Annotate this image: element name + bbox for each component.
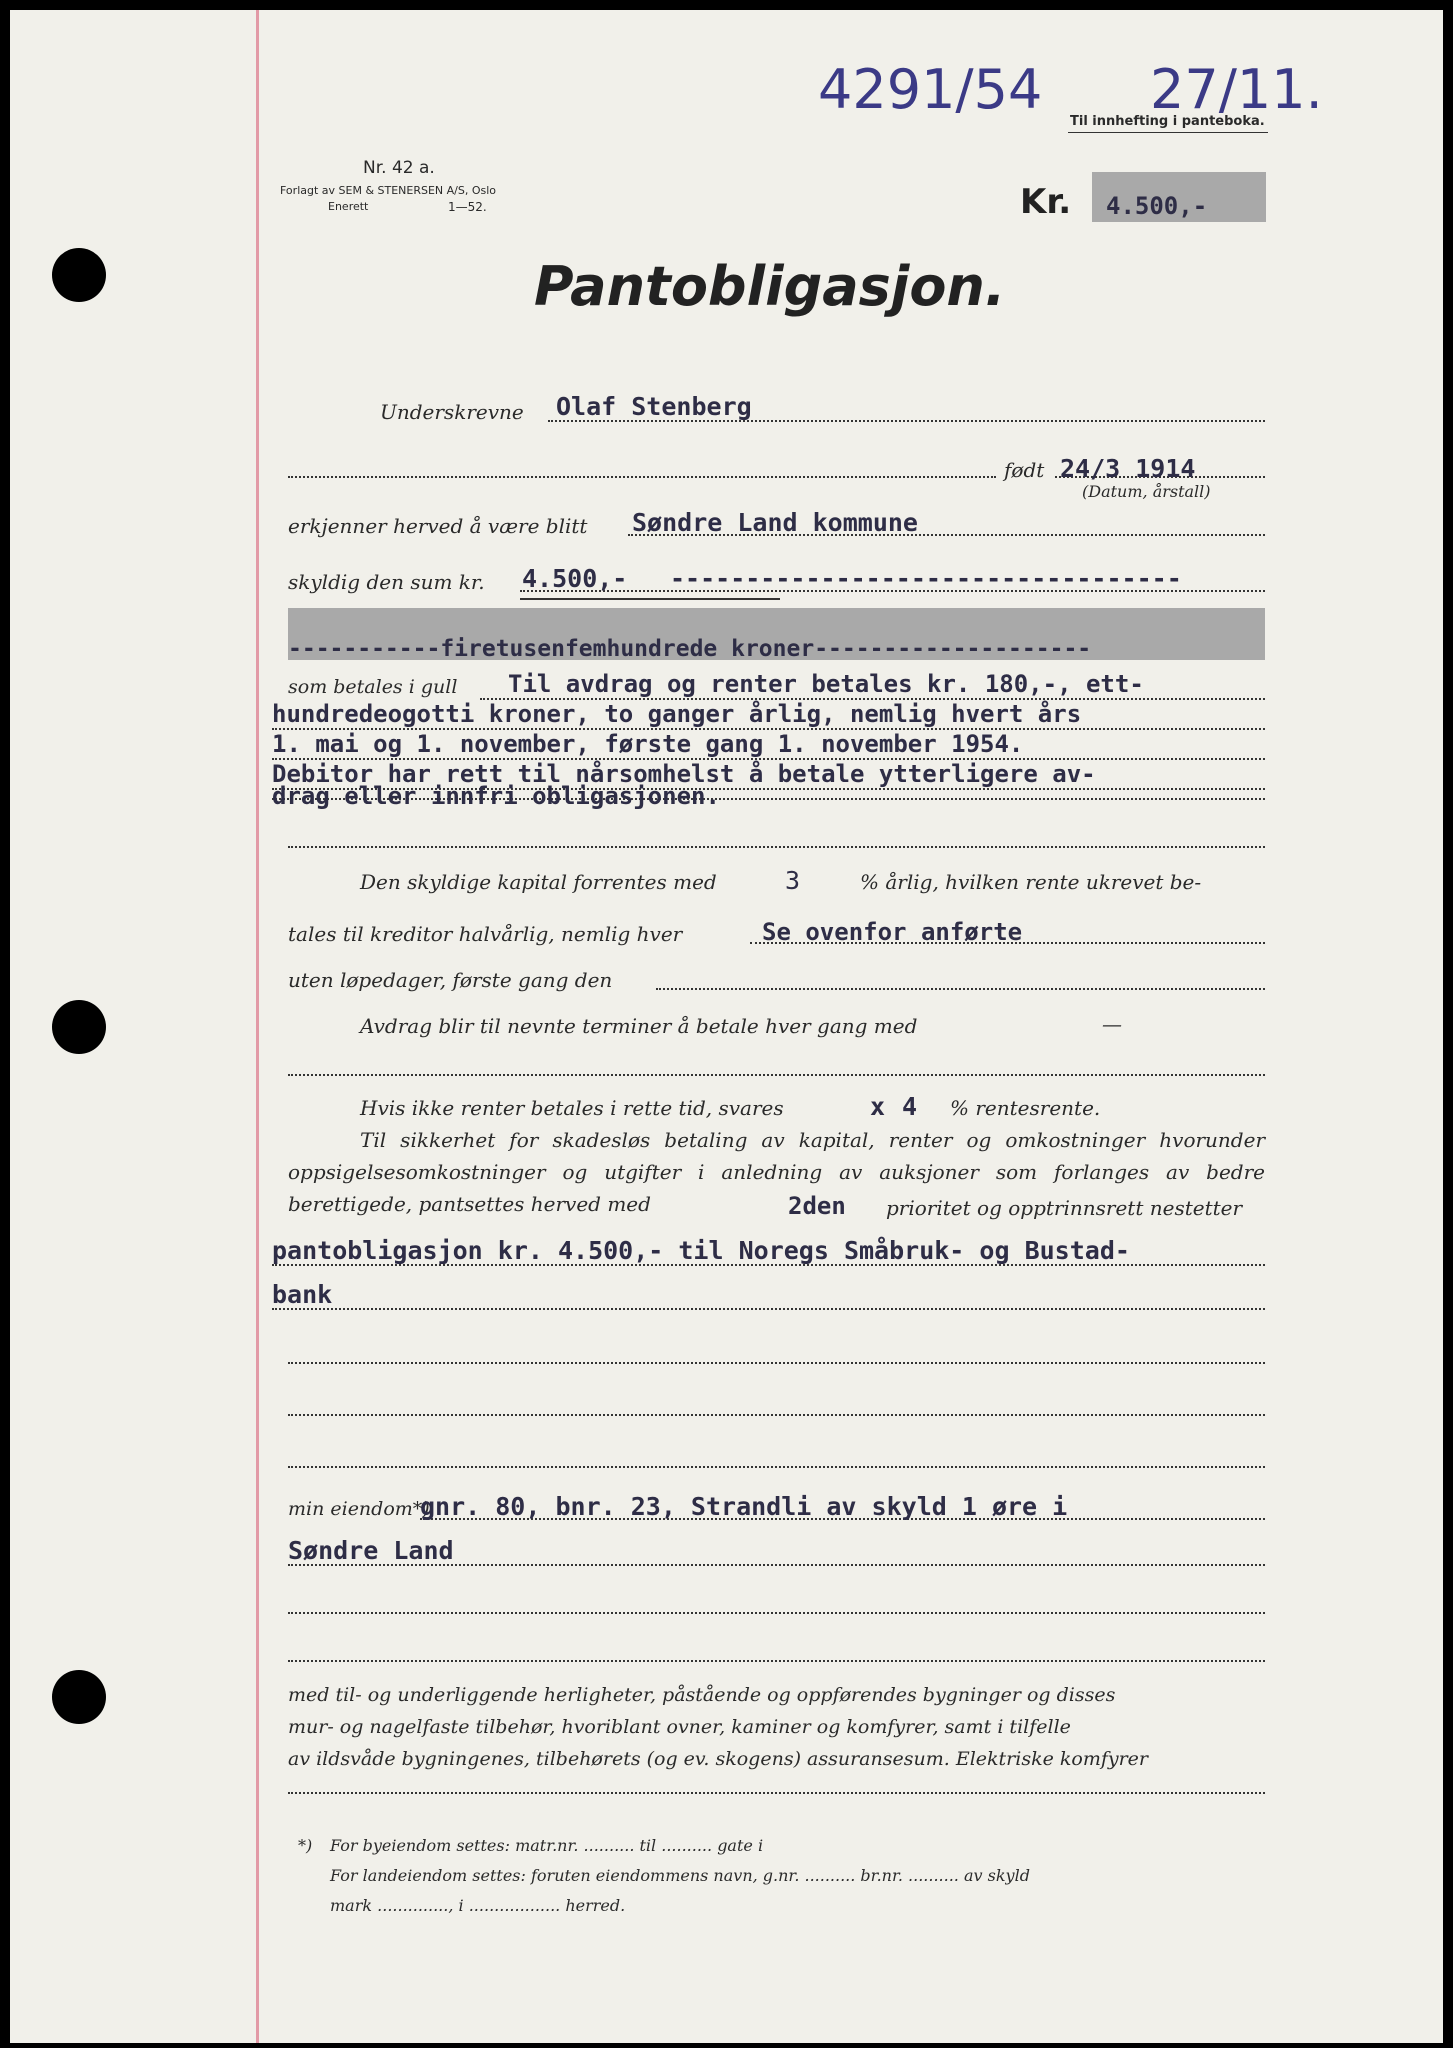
clause-line-3: av ildsvåde bygningenes, tilbehørets (og ev. skogens) assuransesum. Elektriske komfyrer (288, 1748, 1149, 1770)
document-page (10, 10, 1443, 2043)
undersigned-label: Underskrevne (380, 400, 524, 424)
publisher: Forlagt av SEM & STENERSEN A/S, Oslo (280, 184, 497, 197)
interest-label: Den skyldige kapital forrentes med (360, 870, 717, 894)
page-title: Pantobligasjon. (534, 255, 1006, 318)
owed-dashes: ---------------------------------- (670, 564, 1182, 593)
priority-line (272, 1308, 1265, 1310)
undersigned-value: Olaf Stenberg (556, 392, 752, 421)
footnote-line-2: For landeiendom settes: foruten eiendommens navn, g.nr. .......... br.nr. .......... av skyld (330, 1866, 1030, 1885)
interest-label-cont: % årlig, hvilken rente ukrevet be- (860, 870, 1202, 894)
blank-line (288, 846, 1265, 848)
priority-text: prioritet og opptrinnsrett nestetter (886, 1196, 1243, 1220)
blank-line (288, 1612, 1265, 1614)
clause-line-1: med til- og underliggende herligheter, påstående og oppførendes bygninger og disses (288, 1684, 1116, 1706)
first-due-line (656, 988, 1265, 990)
blank-line (288, 1074, 1265, 1076)
born-label: født (1004, 458, 1045, 482)
repayment-label: Avdrag blir til nevnte terminer å betale hver gang med (360, 1014, 918, 1038)
interest-term-label: tales til kreditor halvårlig, nemlig hver (288, 922, 683, 946)
interest-term-value: Se ovenfor anførte (762, 918, 1023, 946)
acknowledge-label: erkjenner herved å være blitt (288, 514, 588, 538)
property-line-2: Søndre Land (288, 1536, 454, 1565)
priority-value: 2den (788, 1192, 846, 1220)
handwritten-date: 27/11. (1150, 58, 1323, 121)
late-interest-mark: x (870, 1092, 886, 1121)
payable-label: som betales i gull (288, 676, 458, 698)
late-interest-label: Hvis ikke renter betales i rette tid, svares (360, 1096, 784, 1120)
handwritten-reference: 4291/54 (818, 58, 1043, 121)
amount-words: -----------firetusenfemhundrede kroner-------------------- (288, 636, 1092, 662)
payment-line-1: Til avdrag og renter betales kr. 180,-, ett- (508, 670, 1144, 698)
born-prefix-line (288, 476, 996, 478)
footnote-line-3: mark .............., i .................. herred. (330, 1896, 626, 1915)
first-due-label: uten løpedager, første gang den (288, 968, 613, 992)
footnote-mark: *) (298, 1836, 313, 1855)
property-label: min eiendom*) (288, 1498, 430, 1520)
blank-line (288, 1466, 1265, 1468)
born-value: 24/3 1914 (1060, 454, 1196, 483)
owed-value: 4.500,- (522, 564, 628, 593)
amount-label: Kr. (1020, 182, 1072, 222)
property-line (288, 1564, 1265, 1566)
punch-hole (52, 1000, 106, 1054)
blank-line (288, 1792, 1265, 1794)
creditor-value: Søndre Land kommune (632, 508, 918, 537)
punch-hole (52, 1670, 106, 1724)
repayment-value: — (1102, 1012, 1122, 1036)
priority-line-1: pantobligasjon kr. 4.500,- til Noregs Småbruk- og Bustad- (272, 1236, 1130, 1265)
property-line-1: gnr. 80, bnr. 23, Strandli av skyld 1 øre i (420, 1492, 1068, 1521)
amount-value: 4.500,- (1106, 192, 1208, 220)
filing-underline (1068, 132, 1268, 133)
form-number: Nr. 42 a. (363, 158, 435, 178)
owed-underline (520, 598, 780, 600)
clause-line-2: mur- og nagelfaste tilbehør, hvoriblant ovner, kaminer og komfyrer, samt i tilfelle (288, 1716, 1071, 1738)
owed-label: skyldig den sum kr. (288, 570, 485, 594)
margin-line (256, 10, 259, 2043)
born-hint: (Datum, årstall) (1082, 482, 1211, 501)
priority-line-2: bank (272, 1280, 333, 1309)
late-interest-label-cont: % rentesrente. (950, 1096, 1101, 1120)
payment-line-5: drag eller innfri obligasjonen. (272, 782, 720, 810)
interest-rate: 3 (785, 866, 801, 895)
blank-line (288, 1660, 1265, 1662)
late-interest-value: 4 (902, 1092, 918, 1121)
edition: 1—52. (448, 200, 487, 214)
filing-note: Til innhefting i panteboka. (1070, 114, 1265, 129)
security-text: Til sikkerhet for skadesløs betaling av kapital, renter og omkostninger hvorunder oppsigelsesomkostninger og utgifter i anledning av auksjoner som forlanges av bedre berettigede, pantsettes herved med (288, 1128, 1265, 1216)
blank-line (288, 1414, 1265, 1416)
payment-line-4: Debitor har rett til nårsomhelst å betale ytterligere av- (272, 760, 1096, 788)
priority-line (272, 1264, 1265, 1266)
punch-hole (52, 248, 106, 302)
blank-line (288, 1362, 1265, 1364)
footnote-line-1: For byeiendom settes: matr.nr. .......... til .......... gate i (330, 1836, 764, 1855)
payment-line-3: 1. mai og 1. november, første gang 1. november 1954. (272, 730, 1024, 758)
payment-line-2: hundredeogotti kroner, to ganger årlig, nemlig hvert års (272, 700, 1082, 728)
rights: Enerett (328, 200, 369, 213)
